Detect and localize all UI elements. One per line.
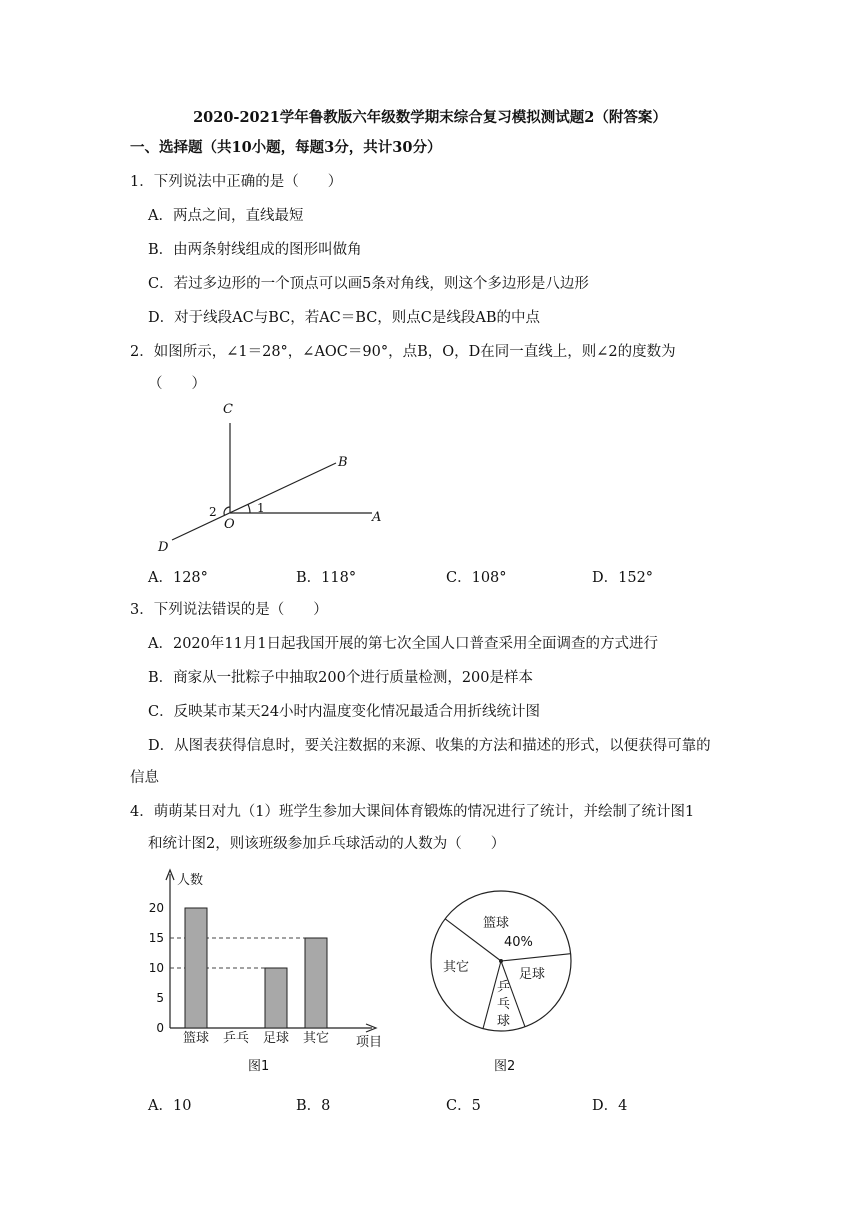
figure-1-caption: 图1 (248, 1059, 270, 1074)
q3-stem: 3．下列说法错误的是（ ） (130, 602, 328, 618)
pie-divider-basketball-football (501, 954, 571, 961)
q1-option-d: D．对于线段AC与BC，若AC＝BC，则点C是线段AB的中点 (148, 310, 541, 326)
angle-1-arc (248, 505, 250, 514)
q1-option-c: C．若过多边形的一个顶点可以画5条对角线，则这个多边形是八边形 (148, 276, 589, 292)
x-tick-其它: 其它 (302, 1031, 330, 1046)
point-c-label: C (223, 402, 233, 417)
q2-stem-bracket: （ ） (148, 376, 206, 392)
q4-stem-continued: 和统计图2，则该班级参加乒乓球活动的人数为（ ） (148, 836, 506, 852)
pie-slice-basketball-percent: 40% (504, 935, 533, 950)
y-tick-10: 10 (148, 961, 164, 975)
angle-1-label: 1 (257, 501, 265, 515)
bar-足球 (265, 968, 287, 1028)
q2-option-c: C．108° (446, 570, 507, 586)
pie-chart-figure-2 (425, 864, 585, 1080)
q4-option-d: D．4 (592, 1098, 628, 1114)
point-d-label: D (158, 540, 169, 555)
y-axis-label: 人数 (177, 873, 204, 888)
section-heading: 一、选择题（共10小题，每题3分，共计30分） (130, 139, 442, 156)
pie-slice-pingpong-line-2: 乓 (497, 997, 511, 1012)
bar-chart-figure-1 (140, 864, 400, 1080)
q2-option-a: A．128° (148, 570, 208, 586)
q1-stem: 1．下列说法中正确的是（ ） (130, 174, 343, 190)
x-axis-label: 项目 (356, 1035, 383, 1050)
pie-slice-football: 足球 (519, 967, 546, 982)
bar-其它 (305, 938, 327, 1028)
q2-option-d: D．152° (592, 570, 654, 586)
pie-center (499, 959, 503, 963)
q1-option-b: B．由两条射线组成的图形叫做角 (148, 242, 362, 258)
q2-stem: 2．如图所示，∠1＝28°，∠AOC＝90°，点B，O，D在同一直线上，则∠2的度数为 (130, 344, 676, 360)
line-bd (172, 463, 336, 540)
pie-slice-pingpong-line-1: 乒 (497, 980, 511, 995)
q4-option-b: B．8 (296, 1098, 331, 1114)
q4-stem: 4．萌萌某日对九（1）班学生参加大课间体育锻炼的情况进行了统计，并绘制了统计图1 (130, 804, 695, 820)
q4-option-c: C．5 (446, 1098, 481, 1114)
q2-geometry-figure (150, 395, 400, 560)
y-tick-0: 0 (156, 1021, 164, 1035)
point-a-label: A (372, 510, 382, 525)
q3-option-d-continued: 信息 (130, 770, 159, 786)
figure-2-caption: 图2 (494, 1059, 516, 1074)
pie-slice-pingpong-line-3: 球 (497, 1014, 511, 1029)
q3-option-a: A．2020年11月1日起我国开展的第七次全国人口普查采用全面调查的方式进行 (148, 636, 659, 652)
x-tick-足球: 足球 (262, 1031, 290, 1046)
q3-option-b: B．商家从一批粽子中抽取200个进行质量检测，200是样本 (148, 670, 534, 686)
point-b-label: B (338, 455, 348, 470)
y-tick-5: 5 (156, 991, 164, 1005)
angle-2-label: 2 (209, 505, 217, 519)
q3-option-d: D．从图表获得信息时，要关注数据的来源、收集的方法和描述的形式，以便获得可靠的 (148, 738, 711, 754)
bar-篮球 (185, 908, 207, 1028)
q4-option-a: A．10 (148, 1098, 192, 1114)
q1-option-a: A．两点之间，直线最短 (148, 208, 304, 224)
x-tick-乒乓: 乒乓 (222, 1031, 250, 1046)
point-o-label: O (224, 517, 235, 532)
pie-slice-basketball: 篮球 (483, 916, 510, 931)
pie-slice-other: 其它 (443, 960, 470, 975)
y-tick-15: 15 (148, 931, 164, 945)
x-tick-篮球: 篮球 (182, 1031, 210, 1046)
y-tick-20: 20 (148, 901, 164, 915)
q2-option-b: B．118° (296, 570, 357, 586)
q3-option-c: C．反映某市某天24小时内温度变化情况最适合用折线统计图 (148, 704, 541, 720)
page-title: 2020-2021学年鲁教版六年级数学期末综合复习模拟测试题2（附答案） (193, 109, 667, 126)
